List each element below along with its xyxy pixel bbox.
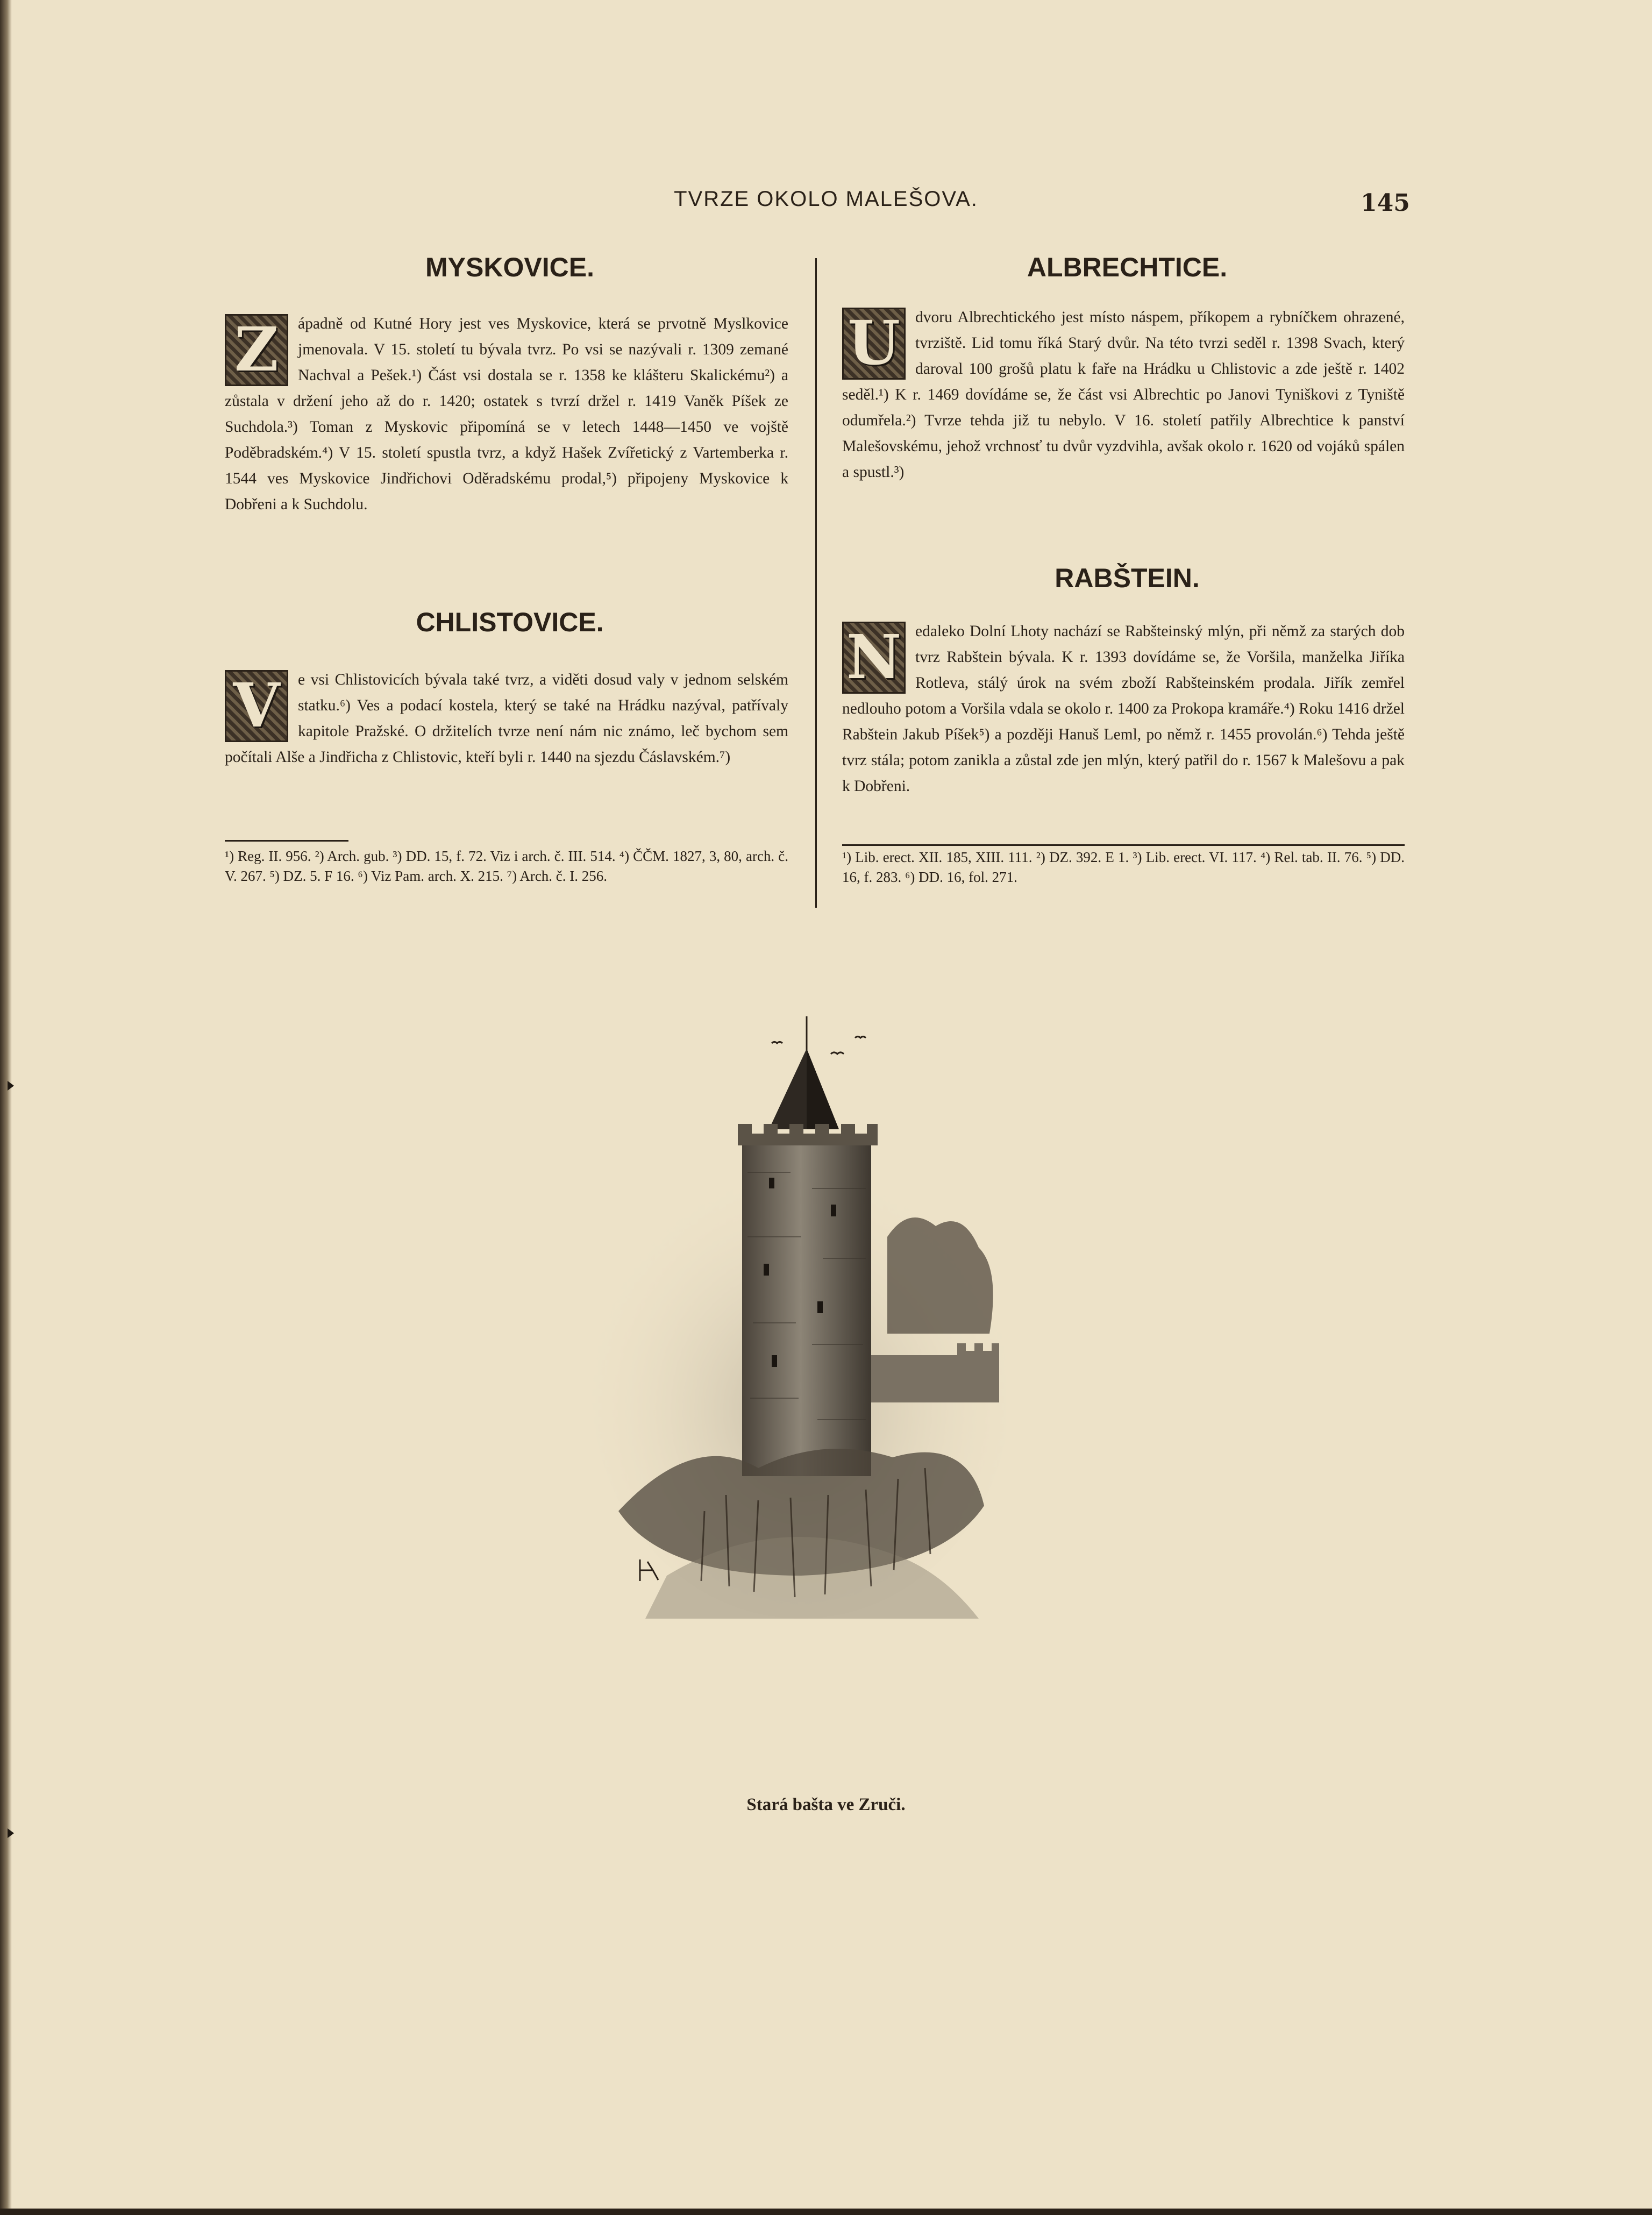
illustration-caption: Stará bašta ve Zruči.: [746, 1795, 906, 1814]
section-body-albrechtice: [842, 304, 1405, 485]
page-edge-marker: [8, 1081, 14, 1091]
page-edge-marker: [8, 1828, 14, 1838]
page-number: 145: [1361, 189, 1410, 217]
book-spine-shadow: [0, 0, 12, 2215]
running-title: TVRZE OKOLO MALEŠOVA.: [674, 187, 978, 211]
dropcap-letter: N: [842, 622, 906, 694]
section-title-rabstein: RABŠTEIN.: [1055, 563, 1200, 593]
dropcap-letter: Z: [225, 314, 288, 386]
footnotes-right: ¹) Lib. erect. XII. 185, XIII. 111. ²) DZ. 392. E 1. ³) Lib. erect. VI. 117. ⁴) Rel. tab. II. 76. ⁵) DD. 16, f. 283. ⁶) DD. 16, fol. 271.: [842, 849, 1405, 885]
section-body-myskovice: [225, 311, 788, 517]
section-text: ápadně od Kutné Hory jest ves Myskovice, která se prvotně Myslkovice jmenovala. V 15. století tu bývala tvrz. Po vsi se nazývali r. 1309 zemané Nachval a Pešek.¹) Část vsi dostala se r. 1358 ke klášteru Skalickému²) a zůstala v držení jeho až do r. 1420; ostatek s tvrzí držel r. 1419 Vaněk Píšek ze Suchdola.³) Toman z Myskovic připomíná se v letech 1448—1450 ve vojště Poděbradském.⁴) V 15. století spustla tvrz, a když Hašek Zvířetický z Vartemberka r. 1544 ves Myskovice Jindřichovi Oděradskému prodal,⁵) připojeny Myskovice k Dobřeni a k Suchdolu.: [225, 315, 788, 513]
section-text: edaleko Dolní Lhoty nachází se Rabšteinský mlýn, při němž za starých dob tvrz Rabštein bývala. K r. 1393 dovídáme se, že Voršila, manželka Jiříka Rotleva, stálý úrok na svém zboží Rabšteinském prodala. Jiřík zemřel nedlouho potom a Voršila vdala se okolo r. 1400 za Prokopa kramáře.⁴) Roku 1416 držel Rabštein Jakub Píšek⁵) a později Hanuš Leml, po němž r. 1455 provolán.⁶) Tehda ještě tvrz stála; potom zanikla a zůstal zde jen mlýn, který patřil do r. 1567 k Malešovu a pak k Dobřeni.: [842, 623, 1405, 795]
page-bottom-edge: [0, 2209, 1652, 2215]
section-body-chlistovice: [225, 667, 788, 770]
dropcap-letter: V: [225, 670, 288, 742]
dropcap-letter: U: [842, 308, 906, 380]
footnote-rule: [842, 844, 1405, 846]
footnotes-left: ¹) Reg. II. 956. ²) Arch. gub. ³) DD. 15, f. 72. Viz i arch. č. III. 514. ⁴) ČČM. 1827, 3, 80, arch. č. V. 267. ⁵) DZ. 5. F 16. ⁶) Viz Pam. arch. X. 215. ⁷) Arch. č. I. 256.: [225, 848, 788, 884]
tower-illustration: [586, 1011, 1006, 1640]
column-divider: [815, 258, 817, 908]
section-text: e vsi Chlistovicích bývala také tvrz, a viděti dosud valy v jednom selském statku.⁶) Ves a podací kostela, který se také na Hrádku nazýval, patřívaly kapitole Pražské. O držitelích tvrze není nám nic známo, leč bychom sem počítali Alše a Jindřicha z Chlistovic, kteří byli r. 1440 na sjezdu Čáslavském.⁷): [225, 671, 788, 766]
section-text: dvoru Albrechtického jest místo náspem, příkopem a rybníčkem ohrazené, tvrziště. Lid tomu říká Starý dvůr. Na této tvrzi seděl r. 1398 Svach, který daroval 100 grošů platu k faře na Hrádku u Chlistovic a zde ještě r. 1402 seděl.¹) K r. 1469 dovídáme se, že část vsi Albrechtic po Janovi Tyniškovi z Tyniště odumřela.²) Tvrze tehda již tu nebylo. V 16. století patřily Albrechtice k panství Malešovskému, jehož vrchnosť tu dvůr vyzdvihla, avšak okolo r. 1620 od vojáků spálen a spustl.³): [842, 309, 1405, 481]
section-title-albrechtice: ALBRECHTICE.: [1027, 252, 1228, 282]
footnote-rule: [225, 840, 348, 842]
section-body-rabstein: [842, 618, 1405, 799]
section-title-chlistovice: CHLISTOVICE.: [416, 607, 604, 637]
section-title-myskovice: MYSKOVICE.: [425, 252, 594, 282]
